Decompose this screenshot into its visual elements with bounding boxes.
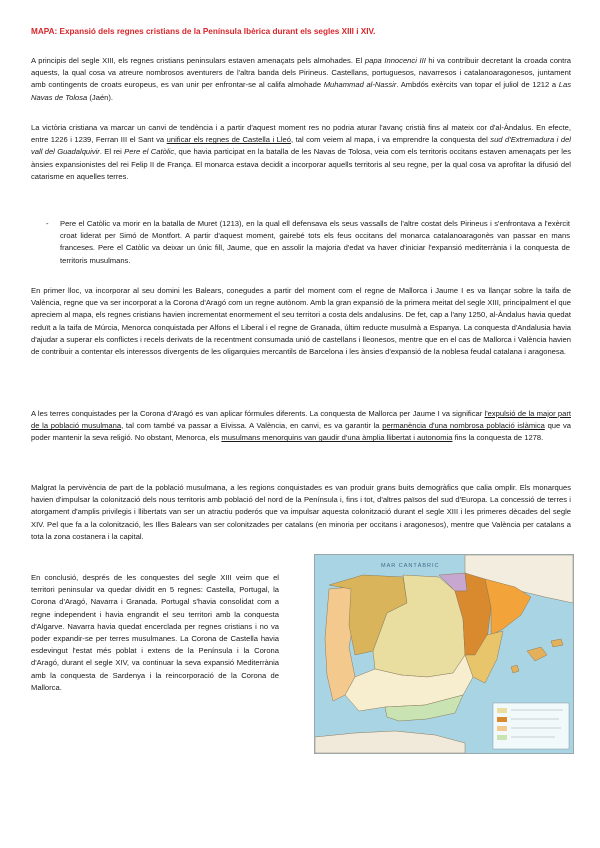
text-run: La victòria cristiana va marcar un canvi de tendència i a partir d'aquest moment res no podria aturar l'avanç cristià fins al mateix cor d'al-Àndalus. En efecte, entre 1226 i 1239, Ferran III el Sant va bbox=[31, 123, 571, 145]
underlined-text: permanència d'una nombrosa població islàmica bbox=[382, 421, 545, 431]
map-legend-swatch-castella bbox=[497, 708, 507, 713]
text-run: A principis del segle XIII, els regnes cristians peninsulars estaven amenaçats pels almohades. El bbox=[31, 56, 365, 65]
paragraph-christian-victory bbox=[31, 122, 571, 183]
bullet-marker: - bbox=[46, 219, 49, 228]
italic-text: Pere el Catòlic bbox=[124, 147, 175, 157]
paragraph-colonization: Malgrat la pervivència de part de la població musulmana, a les regions conquistades es van produir grans buits demogràfics que calia omplir. Els monarques havien d'impulsar la colonització dels nous territoris amb població del nord de la Península i, fins i tot, d'altres països del sud d'Europa. La concessió de terres i atorgament d'amplis privilegis i llibertats van ser un atractiu poderós que va impulsar aquesta colonització durant el segle XIII i les primeres dècades del segle XIV. Pel que fa a la colonització, les Illes Balears van ser colonitzades per catalans (en minoria per occitans i aragonesos), mentre que València per catalans a tota la zona costanera i la capital. bbox=[31, 483, 571, 541]
text-run: , que havia participat en la batalla de les Navas de Tolosa, veia com els territoris occitans estaven amenaçats per les ànsies expansionistes del rei Felip II de França. El monarca estava decidit a incorporar aquells territoris al seu regne, per la qual cosa va aprofitar la difusió del catarisme en aquelles terres. bbox=[31, 147, 571, 181]
italic-text: sud d'Extremadura i del vall del Guadalquivir bbox=[31, 135, 571, 157]
text-run: , tal com també va passar a Eivissa. A València, en canvi, es va garantir la bbox=[121, 421, 383, 431]
iberian-kingdoms-map bbox=[314, 554, 574, 754]
map-legend-swatch-arago bbox=[497, 717, 507, 722]
text-run: A les terres conquistades per la Corona d'Aragó es van aplicar fórmules diferents. La conquesta de Mallorca per Jaume I va significar bbox=[31, 409, 485, 418]
paragraph-conclusion: En conclusió, després de les conquestes del segle XIII veim que el territori peninsular va quedar dividit en 5 regnes: Castella, Portugal, la Corona d'Aragó, Navarra i Granada. Portugal s'havia consolidat com a regne independent i havia engrandit el seu territori amb la conquesta d'Algarve. Navarra havia quedat encerclada per regnes cristians i no va poder expandir-se per terres musulmanes. La Corona de Castella havia esdevingut l'estat més poblat i extens de la Península i la Corona d'Aragó, durant el segle XIV, va continuar la seva expansió Mediterrània amb la conquesta de Sardenya i la reincorporació de la Corona de Mallorca. bbox=[31, 573, 279, 692]
text-run: hi va contribuir decretant la croada contra aquests, la qual cosa va atreure nombrosos aventurers de l'altra banda dels Pirineus. Castellans, portuguesos, navarresos i catalanoaragonesos, juntament amb contingents de croats europeus, es van unir per enfrontar-se al califa almohade bbox=[31, 56, 572, 90]
paragraph-intro bbox=[31, 55, 571, 104]
paragraph-balears-valencia: En primer lloc, va incorporar al seu domini les Balears, conegudes a partir del moment com el regne de Mallorca i Jaume I es va llançar sobre la taifa de València, regne que va ser incorporat a la Corona d'Aragó com un regne autònom. Amb la gran expansió de la primera meitat del segle XIII, principalment el que apreciem al mapa, els regnes cristians havien incrementat enormement el seu territori a costa dels andalusins. De fet, cap a l'any 1250, al-Àndalus havia quedat reduït a la taifa de Múrcia, Menorca conquistada per Alfons el Liberal i el regne de Granada, últim reducte musulmà a Espanya. La conquesta d'Andalusia havia d'ajudar a superar els conflictes i recels derivats de la recentment consumada unió de castellans i lleonesos, mentre que en el cas de Mallorca i València havien de contribuir a contentar els interessos divergents de les oligarquies mercantils de Barcelona i les ànsies d'expansió de la noblesa feudal catalana i aragonesa. bbox=[31, 286, 571, 357]
italic-text: Muhammad al-Nassir bbox=[323, 80, 397, 90]
document-title: MAPA: Expansió dels regnes cristians de la Península Ibèrica durant els segles XIII i XIV. bbox=[31, 27, 376, 36]
text-run: fins la conquesta de 1278. bbox=[452, 433, 544, 443]
italic-text: Las Navas de Tolosa bbox=[31, 80, 572, 102]
text-run: . Ambdós exèrcits van topar el juliol de 1212 a bbox=[396, 80, 559, 90]
map-sea-label: MAR CANTÀBRIC bbox=[381, 563, 440, 569]
map-legend bbox=[493, 703, 569, 749]
text-run: que va poder mantenir la seva religió. No obstant, Menorca, els bbox=[31, 421, 571, 443]
text-run: (Jaén). bbox=[87, 92, 114, 102]
map-legend-swatch-granada bbox=[497, 735, 507, 740]
map-svg bbox=[315, 555, 573, 753]
text-run: . El rei bbox=[99, 147, 125, 157]
bullet-item-muret: Pere el Catòlic va morir en la batalla de Muret (1213), en la qual ell defensava els seus vassalls de l'altre costat dels Pirineus i s'enfrontava a l'exèrcit croat liderat per Simó de Montfort. A partir d'aquest moment, gairebé tots els feus occitans del monarca catalanoaragonès van passar en mans franceses. Pere el Catòlic va deixar un únic fill, Jaume, que en assolir la majoria d'edat va haver d'iniciar l'expansió mediterrània i la conquesta de territoris musulmans. bbox=[60, 219, 570, 265]
paragraph-conquered-lands bbox=[31, 408, 571, 445]
underlined-text: musulmans menorquins van gaudir d'una àmplia llibertat i autonomia bbox=[221, 433, 453, 443]
underlined-text: l'expulsió de la major part de la població musulmana bbox=[31, 409, 571, 431]
underlined-text: unificar els regnes de Castella i Lleó bbox=[166, 135, 291, 145]
italic-text: papa Innocenci III bbox=[364, 56, 426, 65]
map-legend-swatch-portugal bbox=[497, 726, 507, 731]
text-run: , tal com veiem al mapa, i va emprendre la conquesta del bbox=[291, 135, 491, 145]
